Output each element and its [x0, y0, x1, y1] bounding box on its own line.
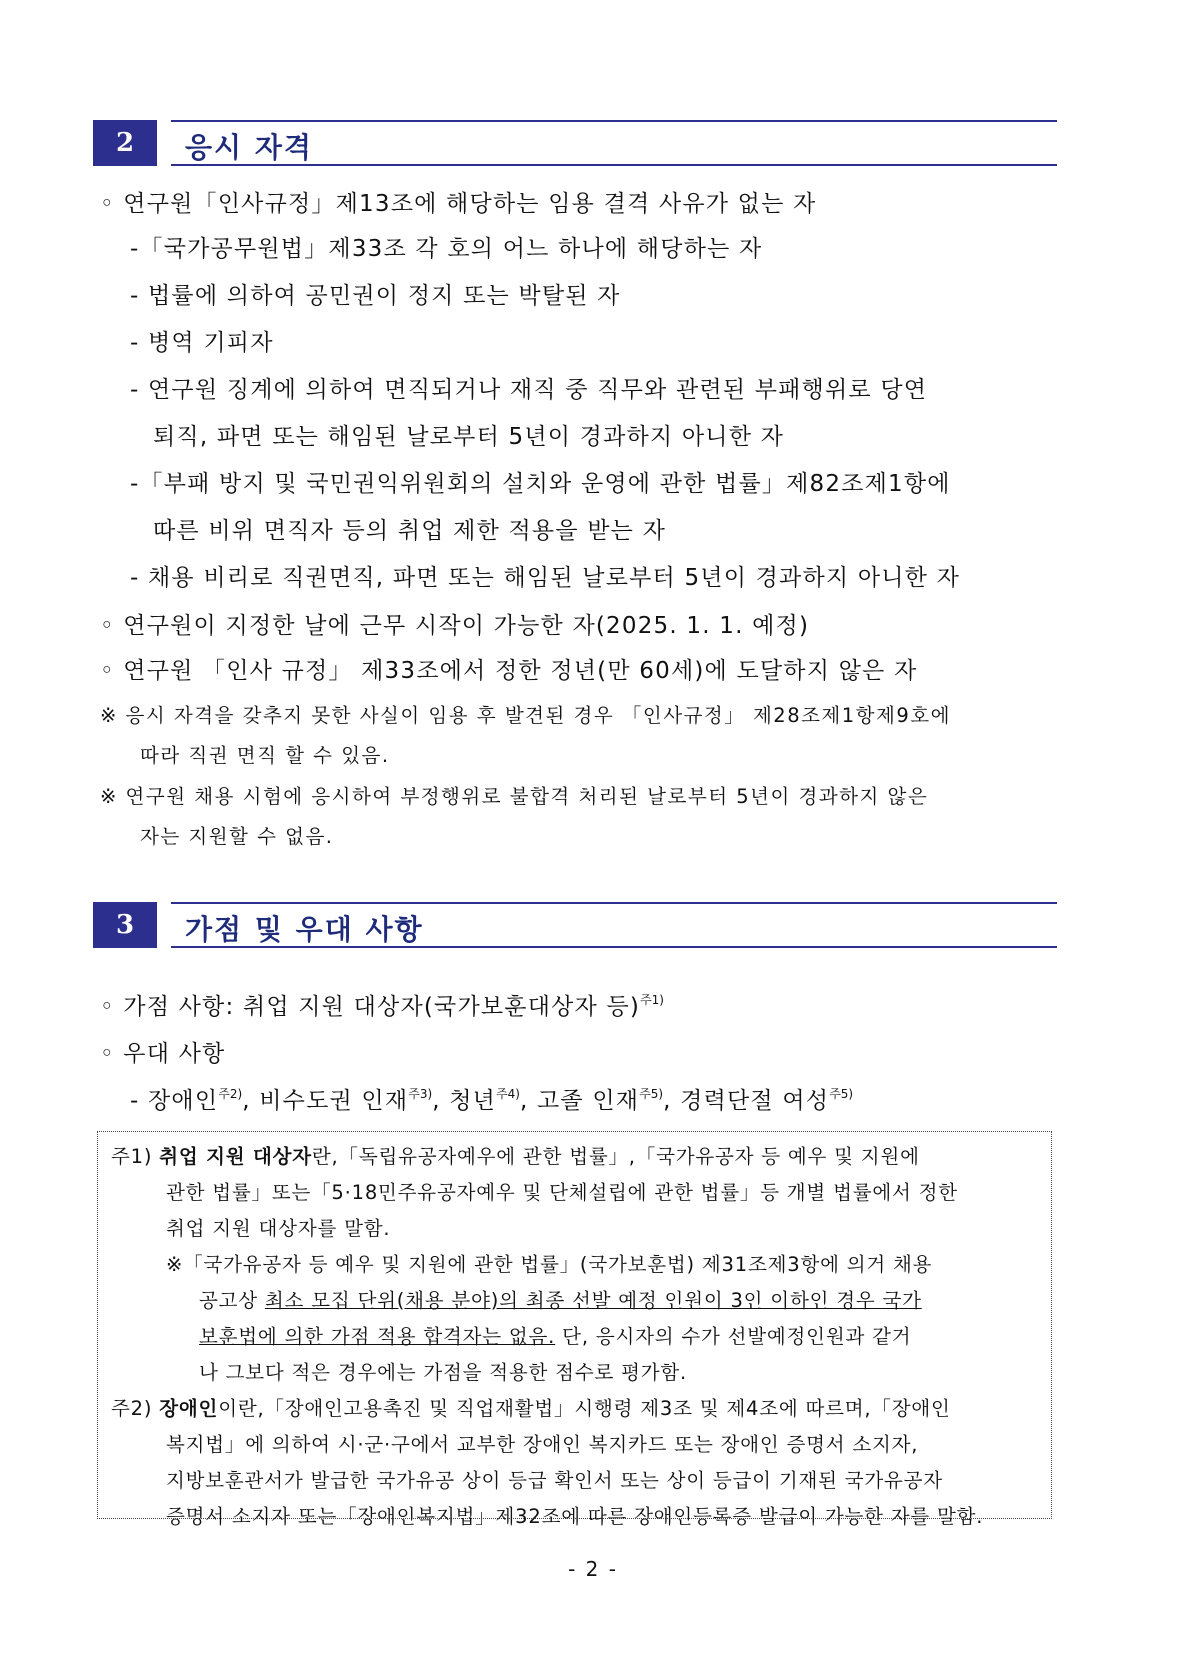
- footnote-1-sub-underlined: 최소 모집 단위(채용 분야)의 최종 선발 예정 인원이 3인 이하인 경우 국가: [264, 1289, 922, 1312]
- footnote-2-line3: 지방보훈관서가 발급한 국가유공 상이 등급 확인서 또는 상이 등급이 기재된 국가유공자: [166, 1469, 943, 1492]
- eligibility-subitem: -「국가공무원법」제33조 각 호의 어느 하나에 해당하는 자: [130, 236, 763, 262]
- eligibility-item: ◦ 연구원이 지정한 날에 근무 시작이 가능한 자(2025. 1. 1. 예정): [100, 613, 810, 639]
- section-3-number: 3: [93, 902, 157, 948]
- footnote-ref: 주5): [829, 1087, 854, 1101]
- pref-sep: -: [130, 1088, 149, 1114]
- footnote-1-sub-line2: [199, 1285, 922, 1313]
- eligibility-note: ※ 연구원 채용 시험에 응시하여 부정행위로 불합격 처리된 날로부터 5년이 경과하지 않은: [100, 785, 929, 808]
- footnote-ref: 주4): [496, 1087, 520, 1101]
- eligibility-subitem: -「부패 방지 및 국민권익위원회의 설치와 운영에 관한 법률」제82조제1항에: [130, 471, 951, 497]
- eligibility-subitem-cont: 따른 비위 면직자 등의 취업 제한 적용을 받는 자: [153, 518, 667, 544]
- eligibility-item: ◦ 연구원「인사규정」제13조에 해당하는 임용 결격 사유가 없는 자: [100, 191, 817, 217]
- eligibility-note-cont: 자는 지원할 수 없음.: [140, 825, 334, 848]
- pref-sep: ,: [432, 1088, 450, 1114]
- footnote-ref: 주1): [640, 993, 664, 1007]
- page-number: - 2 -: [568, 1557, 618, 1581]
- bonus-points-item: [100, 988, 664, 1021]
- eligibility-note: ※ 응시 자격을 갖추지 못한 사실이 임용 후 발견된 경우 「인사규정」 제28조제1항제9호에: [100, 704, 951, 727]
- footnote-2-label: 주2): [111, 1397, 153, 1420]
- footnote-1-label: 주1): [111, 1145, 153, 1168]
- section-2-title-bar: [171, 120, 1057, 166]
- eligibility-subitem: - 연구원 징계에 의하여 면직되거나 재직 중 직무와 관련된 부패행위로 당연: [130, 377, 928, 403]
- footnote-2-line2: 복지법」에 의하여 시·군·구에서 교부한 장애인 복지카드 또는 장애인 증명서 소지자,: [166, 1433, 919, 1456]
- pref-sep: ,: [242, 1088, 260, 1114]
- footnote-1-line1: [111, 1141, 920, 1169]
- footnote-ref: 주5): [639, 1087, 664, 1101]
- footnote-2-text: 이란,「장애인고용촉진 및 직업재활법」시행령 제3조 및 제4조에 따르며,「장애인: [218, 1397, 951, 1420]
- eligibility-subitem: - 병역 기피자: [130, 330, 274, 356]
- eligibility-subitem: - 법률에 의하여 공민권이 정지 또는 박탈된 자: [130, 283, 621, 309]
- footnote-1-line2: 관한 법률」또는「5·18민주유공자예우 및 단체설립에 관한 법률」등 개별 법률에서 정한: [166, 1181, 958, 1204]
- footnote-1-sub-underlined: 보훈법에 의한 가점 적용 합격자는 없음.: [199, 1325, 556, 1348]
- section-2-number: 2: [93, 120, 157, 166]
- footnote-ref: 주2): [218, 1087, 243, 1101]
- footnote-1-sub-line3: [199, 1321, 911, 1349]
- footnote-1-term: 취업 지원 대상자: [159, 1145, 312, 1168]
- pref-disabled: 장애인: [148, 1088, 219, 1114]
- footnote-1-sub-line1: ※「국가유공자 등 예우 및 지원에 관한 법률」(국가보훈법) 제31조제3항에 의거 채용: [166, 1253, 933, 1276]
- footnote-2-line1: [111, 1393, 951, 1421]
- pref-sep: ,: [663, 1088, 681, 1114]
- preference-title: ◦ 우대 사항: [100, 1041, 226, 1067]
- eligibility-note-cont: 따라 직권 면직 할 수 있음.: [140, 744, 390, 767]
- footnote-2-line4: 증명서 소지자 또는「장애인복지법」제32조에 따른 장애인등록증 발급이 가능한 자를 말함.: [166, 1505, 984, 1528]
- footnote-1-sub-line4: 나 그보다 적은 경우에는 가점을 적용한 점수로 평가함.: [199, 1361, 688, 1384]
- footnote-ref: 주3): [408, 1087, 433, 1101]
- section-3-header: [93, 902, 1057, 948]
- section-2-header: [93, 120, 1057, 166]
- bonus-points-text: ◦ 가점 사항: 취업 지원 대상자(국가보훈대상자 등): [100, 994, 641, 1020]
- section-2-title: 응시 자격: [185, 131, 313, 164]
- pref-career-break: 경력단절 여성: [680, 1088, 830, 1114]
- footnote-1-text: 란,「독립유공자예우에 관한 법률」,「국가유공자 등 예우 및 지원에: [311, 1145, 920, 1168]
- section-3-title-bar: [171, 902, 1057, 948]
- footnote-2-term: 장애인: [159, 1397, 219, 1420]
- pref-non-capital: 비수도권 인재: [259, 1088, 409, 1114]
- eligibility-subitem-cont: 퇴직, 파면 또는 해임된 날로부터 5년이 경과하지 아니한 자: [153, 424, 785, 450]
- pref-sep: ,: [519, 1088, 538, 1114]
- footnote-1-sub-text: 단, 응시자의 수가 선발예정인원과 같거: [555, 1325, 912, 1348]
- preference-list: [130, 1082, 853, 1115]
- pref-highschool: 고졸 인재: [537, 1088, 640, 1114]
- pref-youth: 청년: [449, 1088, 497, 1114]
- eligibility-item: ◦ 연구원 「인사 규정」 제33조에서 정한 정년(만 60세)에 도달하지 않은 자: [100, 658, 918, 684]
- section-3-title: 가점 및 우대 사항: [185, 913, 424, 946]
- footnote-1-sub-text: 공고상: [199, 1289, 265, 1312]
- eligibility-subitem: - 채용 비리로 직권면직, 파면 또는 해임된 날로부터 5년이 경과하지 아니한 자: [130, 565, 961, 591]
- footnote-1-line3: 취업 지원 대상자를 말함.: [166, 1217, 391, 1240]
